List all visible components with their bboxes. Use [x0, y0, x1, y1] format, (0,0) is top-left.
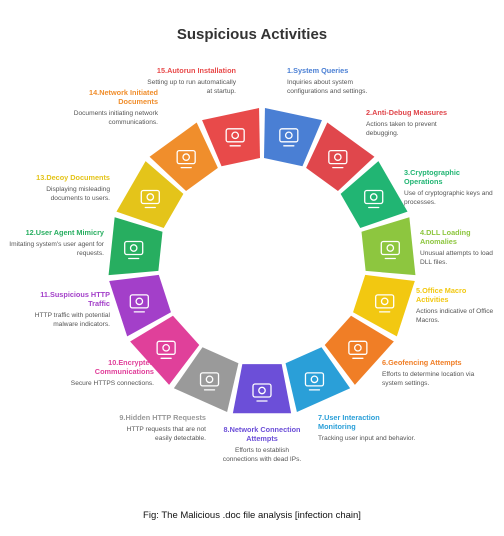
item-title: 9.Hidden HTTP Requests: [119, 413, 206, 422]
item-title: 3.Cryptographic Operations: [404, 168, 460, 186]
diagram-title: Suspicious Activities: [176, 26, 328, 43]
item-description: Inquiries about system configurations and settings.: [287, 79, 368, 95]
item-title: 5.Office Macro Activities: [416, 286, 467, 304]
item-description: Actions taken to prevent debugging.: [366, 121, 437, 137]
item-title: 8.Network Connection Attempts: [223, 425, 301, 443]
item-label-3: [404, 168, 494, 207]
item-label-5: [416, 286, 500, 325]
item-title: 13.Decoy Documents: [36, 173, 110, 182]
item-description: Documents initiating network communications.: [73, 110, 158, 126]
item-description: Efforts to establish connections with dead IPs.: [222, 447, 302, 463]
item-description: Setting up to run automatically at startup.: [147, 79, 236, 95]
item-label-8: [222, 425, 302, 464]
item-description: HTTP traffic with potential malware indicators.: [34, 312, 110, 328]
item-label-11: [20, 290, 110, 329]
item-description: Displaying misleading documents to users.: [46, 186, 110, 202]
item-title: 7.User Interaction Monitoring: [318, 413, 380, 431]
item-title: 1.System Queries: [287, 66, 349, 75]
item-title: 14.Network Initiated Documents: [89, 88, 158, 106]
item-label-6: [382, 358, 478, 388]
item-label-13: [14, 173, 110, 203]
item-label-9: [110, 413, 206, 443]
item-description: Actions indicative of Office Macros.: [416, 308, 494, 324]
item-description: Unusual attempts to load DLL files.: [420, 250, 493, 266]
item-description: Tracking user input and behavior.: [318, 435, 416, 442]
item-title: 15.Autorun Installation: [156, 66, 236, 75]
wheel-segments: [109, 108, 416, 413]
item-title: 12.User Agent Mimicry: [25, 228, 104, 237]
item-description: Efforts to determine location via system settings.: [382, 371, 475, 387]
item-description: HTTP requests that are not easily detectable.: [126, 426, 206, 442]
item-label-1: [287, 66, 387, 96]
item-title: 11.Suspicious HTTP Traffic: [40, 290, 110, 308]
item-description: Use of cryptographic keys and processes.: [404, 190, 493, 206]
item-title: 6.Geofencing Attempts: [382, 358, 462, 367]
item-label-12: [6, 228, 104, 258]
item-label-2: [366, 108, 454, 138]
item-title: 10.Encrypted Communications: [94, 358, 154, 376]
item-label-7: [318, 413, 418, 444]
item-label-15: [140, 66, 236, 96]
segment-8: [233, 364, 291, 413]
item-title: 2.Anti-Debug Measures: [366, 108, 448, 117]
item-description: Imitating system's user agent for requests.: [9, 241, 104, 257]
figure-caption: Fig: The Malicious .doc file analysis [infection chain]: [143, 510, 361, 521]
item-description: Secure HTTPS connections.: [70, 380, 154, 387]
item-title: 4.DLL Loading Anomalies: [420, 228, 471, 246]
item-label-4: [420, 228, 500, 267]
item-label-10: [58, 358, 154, 389]
